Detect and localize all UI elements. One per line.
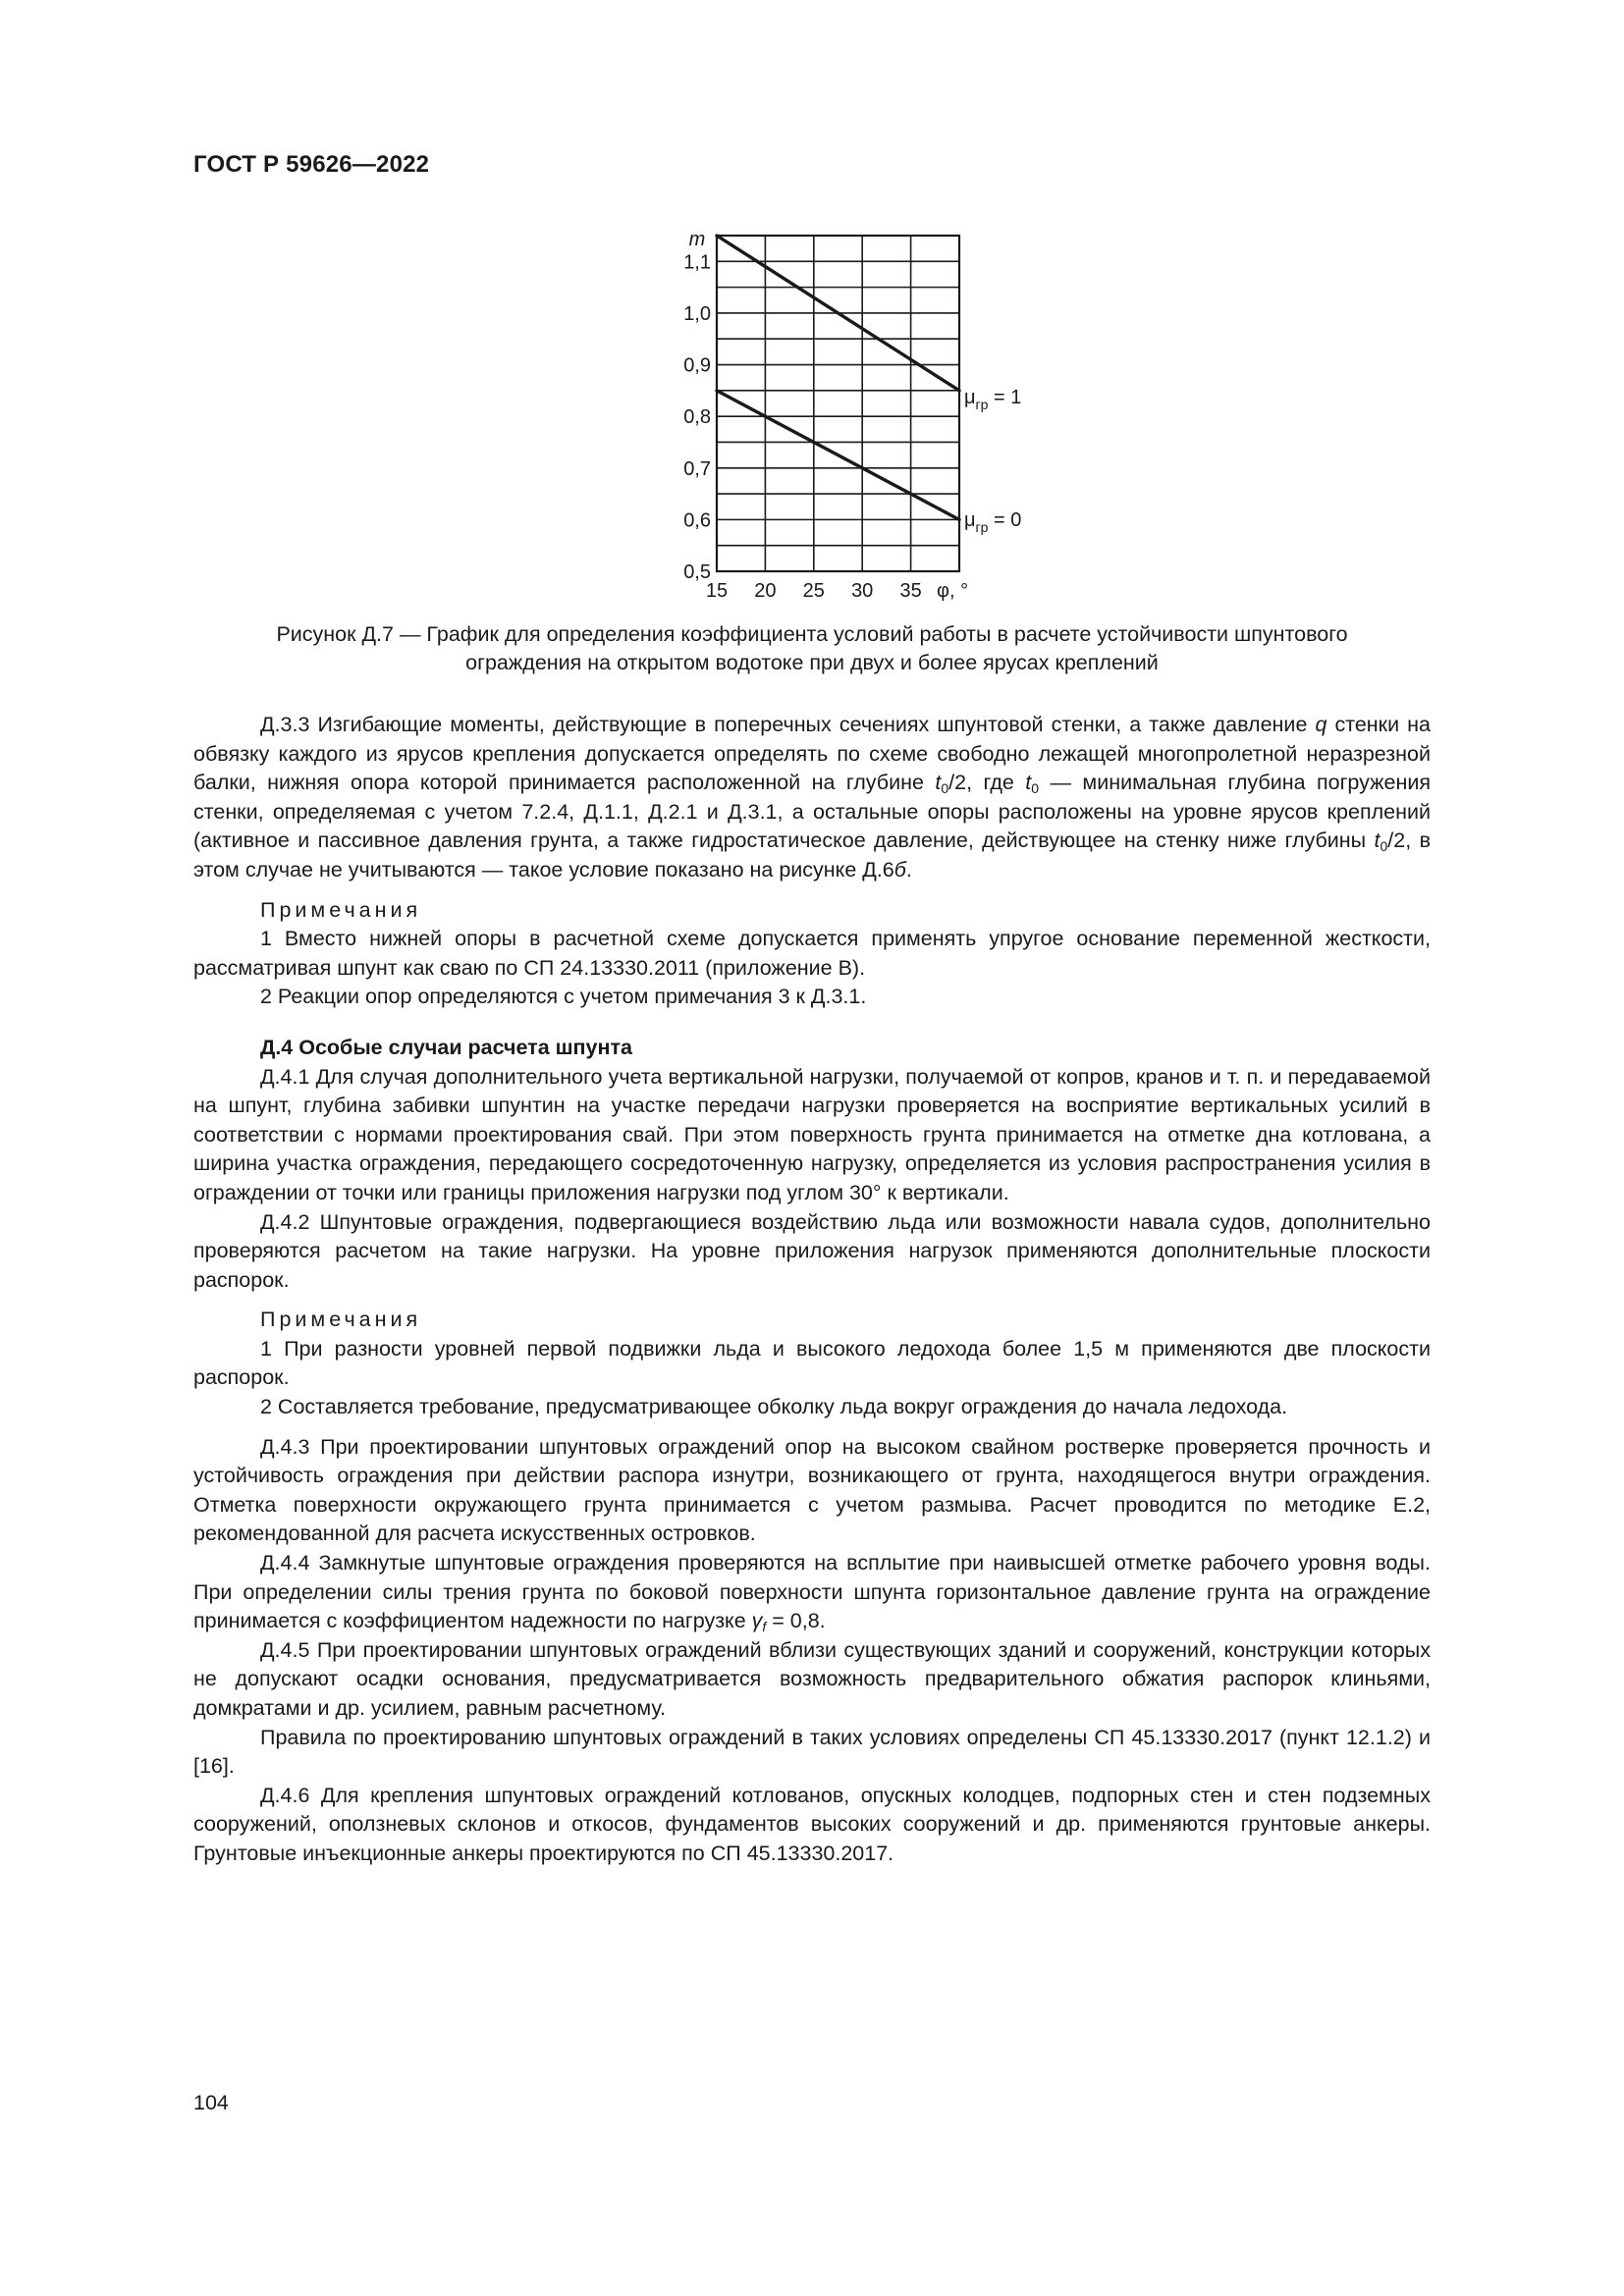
chart-figure-d7 (648, 216, 1060, 609)
d44-text-a: Д.4.4 Замкнутые шпунтовые ограждения проверяются на всплытие при наивысшей отметке рабочего уровня воды. При определении силы трения грунта по боковой поверхности шпунта горизонтальное давление грунта на ограждение принимается с коэффициентом надежности по нагрузке (193, 1551, 1431, 1633)
d33-text-d: — минимальная глубина погружения стенки, определяемая с учетом 7.2.4, Д.1.1, Д.2.1 и Д.3.1, а остальные опоры расположены на уровне ярусов креплений (активное и пассивное давления грунта, а также гидростатическое давление, действующее на стенку ниже глубины (193, 771, 1431, 853)
figure-caption (193, 620, 1431, 677)
d33-end: . (905, 857, 912, 881)
d33-sub1: 0 (941, 780, 949, 797)
x-tick-label: 25 (802, 580, 825, 602)
caption-line-1: Рисунок Д.7 — График для определения коэффициента условий работы в расчете устойчивости шпунтового (276, 622, 1348, 646)
notes-heading-1: Примечания (260, 897, 422, 922)
y-tick-label: 1,0 (683, 302, 711, 325)
paragraph-d46: Д.4.6 Для крепления шпунтовых ограждений котлованов, опускных колодцев, подпорных стен и стен подземных сооружений, оползневых склонов и откосов, фундаментов высоких сооружений и др. применяются грунтовые анкеры. Грунтовые инъекционные анкеры проектируются по СП 45.13330.2017. (193, 1783, 1431, 1865)
y-tick-label: 0,6 (683, 509, 711, 532)
y-tick-label: 0,7 (683, 457, 711, 480)
d33-text-e: /2, в этом случае не учитываются — такое условие показано на рисунке Д.6 (193, 828, 1431, 881)
x-tick-label: 35 (899, 580, 922, 602)
series-label-mu1: $\mu_{гр} = 1$ (964, 387, 1022, 412)
note-2-1: 1 При разности уровней первой подвижки льда и высокого ледохода более 1,5 м применяются две плоскости распорок. (193, 1336, 1431, 1390)
caption-line-2: ограждения на открытом водотоке при двух и более ярусах креплений (465, 651, 1159, 674)
section-heading-d4: Д.4 Особые случаи расчета шпунта (260, 1035, 632, 1059)
note-1-2: 2 Реакции опор определяются с учетом примечания 3 к Д.3.1. (260, 985, 867, 1009)
y-tick-label: 1,1 (683, 251, 711, 274)
d33-q: q (1315, 713, 1327, 736)
y-tick-label: 0,9 (683, 354, 711, 377)
d33-t2: t (1025, 771, 1032, 795)
paragraph-d45-rules: Правила по проектированию шпунтовых ограждений в таких условиях определены СП 45.13330.2017 (пункт 12.1.2) и [16]. (193, 1725, 1431, 1779)
x-tick-label: 30 (851, 580, 874, 602)
y-tick-label: 0,8 (683, 406, 711, 429)
d33-t1: t (935, 771, 942, 795)
chart-frame (717, 236, 959, 571)
chart-series-group (717, 236, 959, 519)
chart-ticks (683, 251, 922, 602)
d33-t3: t (1374, 828, 1380, 853)
paragraph-d43: Д.4.3 При проектировании шпунтовых ограждений опор на высоком свайном ростверке проверяется прочность и устойчивость ограждения при действии распора изнутри, возникающего от грунта, находящегося внутри ограждения. Отметка поверхности окружающего грунта принимается с учетом размыва. Расчет проводится по методике Е.2, рекомендованной для расчета искусственных островков. (193, 1434, 1431, 1546)
paragraph-d45: Д.4.5 При проектировании шпунтовых ограждений вблизи существующих зданий и сооружений, конструкции которых не допускают осадки основания, предусматривается возможность предварительного обжатия распорок клиньями, домкратами и др. усилием, равным расчетному. (193, 1637, 1431, 1720)
paragraph-d41: Д.4.1 Для случая дополнительного учета вертикальной нагрузки, получаемой от копров, кранов и т. п. и передаваемой на шпунт, глубина забивки шпунтин на участке передачи нагрузки проверяется на восприятие вертикальных усилий в соответствии с нормами проектирования свай. При этом поверхность грунта принимается на отметке дна котлована, а ширина участка ограждения, передающего сосредоточенную нагрузку, определяется из условия распространения усилия в ограждении от точки или границы приложения нагрузки под углом 30° к вертикали. (193, 1064, 1431, 1204)
notes-heading-2: Примечания (260, 1308, 422, 1332)
series-line-1 (717, 391, 959, 520)
d33-sub3: 0 (1380, 838, 1388, 855)
x-tick-label: 20 (754, 580, 777, 602)
note-1-1: 1 Вместо нижней опоры в расчетной схеме допускается применять упругое основание переменной жесткости, рассматривая шпунт как сваю по СП 24.13330.2011 (приложение В). (193, 927, 1431, 980)
note-2-2: 2 Составляется требование, предусматривающее обколку льда вокруг ограждения до начала ледохода. (260, 1395, 1288, 1419)
main-text (193, 711, 1431, 1869)
series-label-mu0: $\mu_{гр} = 0$ (964, 509, 1022, 535)
paragraph-d44 (193, 1549, 1431, 1636)
chart-ylabel: m (688, 229, 706, 250)
d33-text-b: стенки на обвязку каждого из ярусов крепления допускается определять по схеме свободно лежащей многопролетной неразрезной балки, нижняя опора которой принимается расположенной на глубине (193, 713, 1431, 795)
chart-xlabel: φ, ° (937, 580, 969, 602)
d33-text-c: /2, где (948, 771, 1026, 795)
d44-gamma: γ (751, 1609, 763, 1633)
d33-fig-letter: б (893, 857, 906, 881)
d44-sub-f: f (762, 1619, 767, 1635)
d33-sub2: 0 (1031, 780, 1040, 797)
paragraph-d42: Д.4.2 Шпунтовые ограждения, подвергающиеся воздействию льда или возможности навала судов, дополнительно проверяются расчетом на такие нагрузки. На уровне приложения нагрузок применяются дополнительные плоскости распорок. (193, 1209, 1431, 1292)
page-number: 104 (193, 2091, 229, 2114)
x-tick-label: 15 (705, 580, 729, 602)
d33-text-a: Д.3.3 Изгибающие моменты, действующие в поперечных сечениях шпунтовой стенки, а также давление (260, 713, 1316, 736)
d44-text-b: = 0,8. (766, 1609, 826, 1633)
document-header: ГОСТ Р 59626—2022 (193, 151, 430, 178)
y-tick-label: 0,5 (683, 561, 711, 583)
chart-grid (717, 236, 959, 571)
paragraph-d33 (193, 711, 1431, 885)
